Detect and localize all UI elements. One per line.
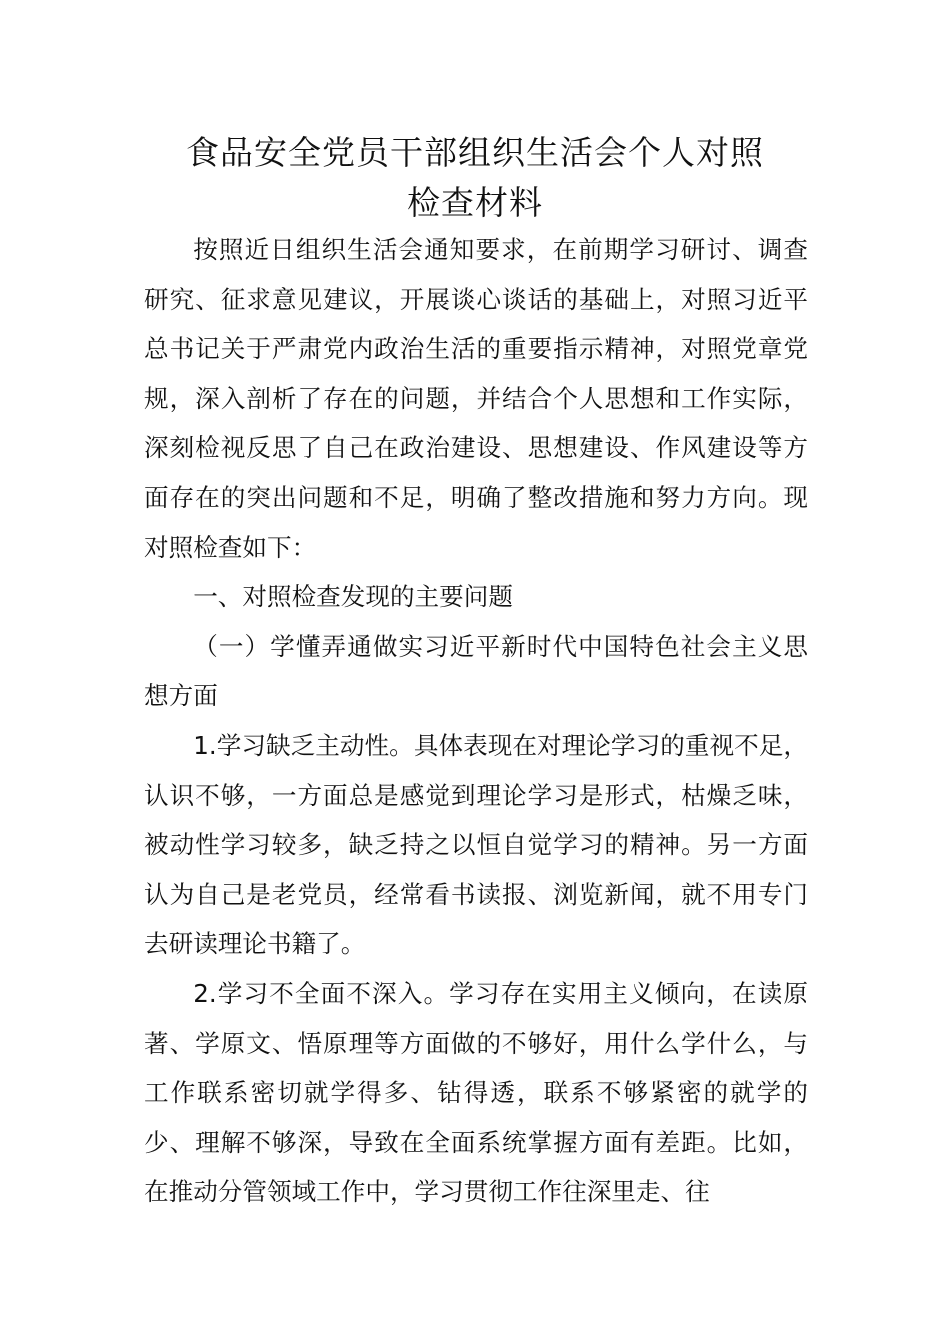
document-title-line-2: 检查材料 (407, 183, 543, 222)
subsection-heading: （一）学懂弄通做实习近平新时代中国特色社会主义思想方面 (144, 631, 808, 711)
intro-paragraph: 按照近日组织生活会通知要求，在前期学习研讨、调查研究、征求意见建议，开展谈心谈话的基础上，对照习近平总书记关于严肃党内政治生活的重要指示精神，对照党章党规，深入剖析了存在的问题，并结合个人思想和工作实际，深刻检视反思了自己在政治建设、思想建设、作风建设等方面存在的突出问题和不足，明确了整改措施和努力方向。现对照检查如下： (144, 235, 808, 562)
section-heading: 一、对照检查发现的主要问题 (193, 582, 513, 612)
document-body (144, 225, 808, 1217)
document-title-line-1: 食品安全党员干部组织生活会个人对照 (186, 133, 764, 172)
item-paragraph-2: 2.学习不全面不深入。学习存在实用主义倾向，在读原著、学原文、悟原理等方面做的不够好，用什么学什么，与工作联系密切就学得多、钻得透，联系不够紧密的就学的少、理解不够深，导致在全面系统掌握方面有差距。比如，在推动分管领域工作中，学习贯彻工作往深里走、往 (144, 978, 808, 1207)
item-paragraph-1: 1.学习缺乏主动性。具体表现在对理论学习的重视不足，认识不够，一方面总是感觉到理论学习是形式，枯燥乏味，被动性学习较多，缺乏持之以恒自觉学习的精神。另一方面认为自己是老党员，经常看书读报、浏览新闻，就不用专门去研读理论书籍了。 (144, 730, 808, 959)
